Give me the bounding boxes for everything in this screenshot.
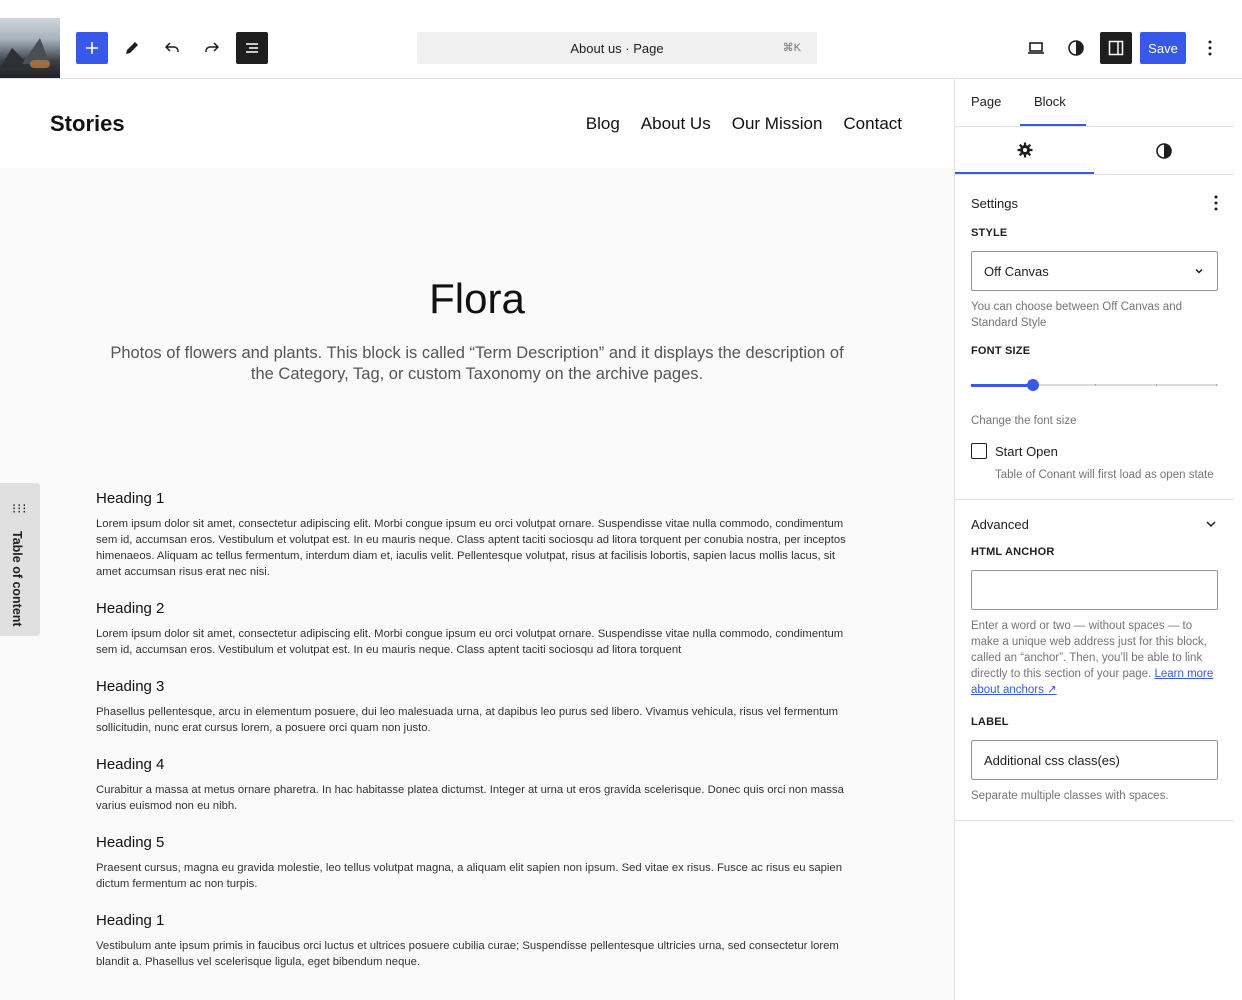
nav-link-our-mission[interactable]: Our Mission — [731, 114, 823, 133]
slider-fill — [971, 384, 1033, 387]
options-button[interactable] — [1194, 32, 1226, 64]
section-heading[interactable]: Heading 3 — [96, 678, 165, 695]
divider — [955, 820, 1234, 821]
css-class-help: Separate multiple classes with spaces. — [971, 790, 1169, 802]
slider-mark — [1156, 384, 1157, 386]
document-title-separator: · — [621, 40, 634, 56]
learn-more-anchors-link[interactable]: Learn more about anchors ↗ — [971, 668, 1214, 696]
redo-button[interactable] — [196, 32, 228, 64]
start-open-help: Table of Conant will first load as open state — [995, 469, 1214, 481]
html-anchor-label: HTML ANCHOR — [971, 546, 1055, 558]
css-class-input[interactable]: Additional css class(es) — [971, 740, 1218, 780]
table-of-content-label: Table of content — [10, 531, 24, 627]
undo-button[interactable] — [156, 32, 188, 64]
slider-mark — [1095, 384, 1096, 386]
tab-block-settings[interactable] — [955, 127, 1094, 174]
html-anchor-help — [971, 618, 1218, 698]
chevron-down-icon — [1204, 517, 1218, 531]
post-content — [96, 490, 856, 990]
tab-block-styles[interactable] — [1094, 127, 1233, 174]
add-block-button[interactable] — [76, 32, 108, 64]
tools-button[interactable] — [116, 32, 148, 64]
section-heading[interactable]: Heading 5 — [96, 834, 165, 851]
advanced-panel-title: Advanced — [971, 516, 1029, 532]
section-heading[interactable]: Heading 1 — [96, 912, 165, 929]
html-anchor-help-text: Enter a word or two — without spaces — to make a unique web address just for this block, called an “anchor”. Then, you’ll be able to link directly to this section of your page. — [971, 620, 1207, 680]
contrast-icon — [1067, 39, 1085, 57]
site-icon-glow — [30, 60, 50, 68]
style-help: You can choose between Off Canvas and Standard Style — [971, 301, 1182, 329]
sidebar-tabs — [955, 79, 1234, 127]
preview-button[interactable] — [1020, 32, 1052, 64]
font-size-label: FONT SIZE — [971, 345, 1031, 357]
document-overview-button[interactable] — [236, 32, 268, 64]
css-class-label: LABEL — [971, 716, 1009, 728]
list-view-icon — [243, 39, 261, 57]
section-paragraph[interactable]: Lorem ipsum dolor sit amet, consectetur adipiscing elit. Morbi congue ipsum eu orci volutpat ornare. Suspendisse vitae nulla commodo, condimentum sem id, accumsan eros. Vestibulum et volutpat est. In eu mauris neque. Class aptent taciti sociosqu ad litora torquent — [96, 628, 844, 656]
desktop-icon — [1026, 38, 1046, 58]
section-heading[interactable]: Heading 1 — [96, 490, 165, 507]
chevron-down-icon — [1193, 265, 1205, 277]
advanced-panel — [955, 500, 1234, 820]
archive-title[interactable]: Flora — [429, 275, 525, 322]
settings-panel-header — [971, 175, 1218, 231]
nav-link-contact[interactable]: Contact — [843, 114, 902, 133]
nav-link-blog[interactable]: Blog — [585, 114, 620, 133]
command-shortcut: ⌘K — [782, 42, 801, 54]
pencil-icon — [123, 39, 141, 57]
section-paragraph[interactable]: Lorem ipsum dolor sit amet, consectetur adipiscing elit. Morbi congue ipsum eu orci volutpat ornare. Suspendisse vitae nulla commodo, condimentum sem id, accumsan eros. Vestibulum et volutpat est. In eu mauris neque. Class aptent taciti sociosqu ad litora torquent per conubia nostra, per inceptos himenaeos. Aliquam ac tellus fermentum, interdum diam et, iaculis velit. Pellentesque volutpat, risus at facilisis lobortis, sapien lacus mollis lacus, sit amet accumsan risus erat nec nisi. — [96, 518, 846, 578]
redo-icon — [202, 38, 222, 58]
content-section — [96, 834, 856, 892]
settings-panel-title: Settings — [971, 195, 1018, 211]
site-navigation — [586, 114, 902, 134]
tab-block[interactable]: Block — [1034, 94, 1066, 109]
style-label: STYLE — [971, 227, 1008, 239]
font-size-help: Change the font size — [971, 415, 1077, 427]
content-section — [96, 490, 856, 580]
undo-icon — [162, 38, 182, 58]
document-title: About us — [570, 40, 622, 56]
slider-handle[interactable] — [1027, 379, 1039, 391]
settings-sidebar — [954, 79, 1234, 1000]
site-icon[interactable] — [0, 18, 60, 78]
section-paragraph[interactable]: Praesent cursus, magna eu gravida molestie, leo tellus volutpat magna, a aliquam elit sapien non ipsum. Sed vitae ex risus. Fusce ac risus eu sapien dictum fermentum ac non turpis. — [96, 862, 842, 890]
nav-link-about-us[interactable]: About Us — [640, 114, 711, 133]
style-select-value: Off Canvas — [984, 263, 1049, 279]
section-paragraph[interactable]: Phasellus pellentesque, arcu in elementum posuere, dui leo malesuada urna, at dapibus leo purus sed libero. Vivamus vehicula, risus vel fermentum sollicitudin, nunc erat cursus lorem, a posuere orci quam non justo. — [96, 706, 839, 734]
content-section — [96, 756, 856, 814]
settings-panel — [955, 175, 1234, 499]
editor-canvas[interactable] — [0, 79, 954, 1000]
more-vertical-icon — [1208, 40, 1212, 56]
slider-mark — [1216, 384, 1217, 386]
editor-toolbar — [0, 0, 1242, 79]
start-open-label[interactable]: Start Open — [995, 443, 1058, 459]
tab-page[interactable]: Page — [971, 94, 1002, 109]
section-paragraph[interactable]: Curabitur a massa at metus ornare pharetra. In hac habitasse platea dictumst. Integer at urna ut eros gravida scelerisque. Donec quis orci non massa varius euismod non eu nibh. — [96, 784, 844, 812]
advanced-panel-toggle[interactable] — [971, 500, 1218, 548]
font-size-slider[interactable] — [971, 375, 1218, 395]
content-section — [96, 912, 856, 970]
save-button[interactable]: Save — [1140, 32, 1186, 64]
table-of-content-tab[interactable] — [0, 483, 40, 636]
styles-button[interactable] — [1060, 32, 1092, 64]
block-inspector-tabs — [955, 127, 1234, 175]
more-vertical-icon[interactable] — [1214, 195, 1218, 211]
start-open-row[interactable] — [971, 443, 1218, 459]
document-command-bar[interactable] — [417, 32, 817, 64]
gear-icon — [1016, 141, 1034, 159]
plus-icon — [84, 40, 100, 56]
settings-toggle-button[interactable] — [1100, 32, 1132, 64]
style-select[interactable] — [971, 251, 1218, 291]
contrast-icon — [1155, 142, 1173, 160]
site-title[interactable]: Stories — [50, 111, 125, 136]
section-heading[interactable]: Heading 2 — [96, 600, 165, 617]
active-tab-indicator — [1020, 124, 1086, 126]
document-type: Page — [633, 40, 664, 56]
term-description[interactable]: Photos of flowers and plants. This block is called “Term Description” and it displays the description of the Category, Tag, or custom Taxonomy on the archive pages. — [110, 344, 844, 383]
section-paragraph[interactable]: Vestibulum ante ipsum primis in faucibus orci luctus et ultrices posuere cubilia curae; Suspendisse pellentesque ultricies urna, sed consectetur lorem blandit a. Phasellus vel scelerisque ligula, eget bibendum neque. — [96, 940, 839, 968]
start-open-checkbox[interactable] — [971, 443, 987, 459]
html-anchor-input[interactable] — [971, 570, 1218, 610]
grip-icon: ⁝⁝⁝ — [12, 501, 28, 516]
section-heading[interactable]: Heading 4 — [96, 756, 165, 773]
site-header — [0, 79, 954, 168]
content-section — [96, 600, 856, 658]
sidebar-icon — [1107, 39, 1125, 57]
content-section — [96, 678, 856, 736]
